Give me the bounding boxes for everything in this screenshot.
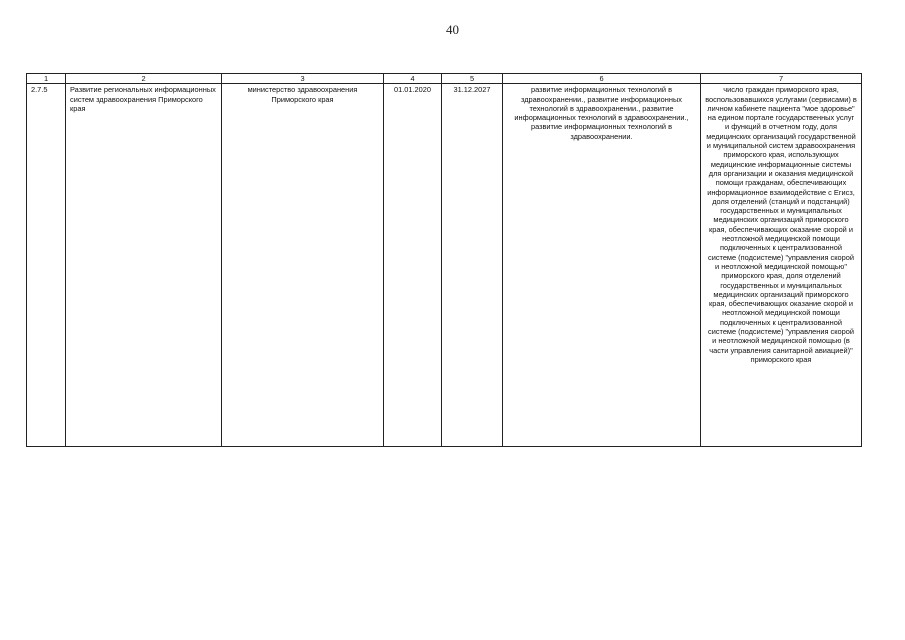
column-header-2: 2 <box>66 74 222 84</box>
column-header-1: 1 <box>27 74 66 84</box>
column-header-4: 4 <box>384 74 442 84</box>
row-number: 2.7.5 <box>27 84 66 447</box>
target-indicator: число граждан приморского края, воспользовавшихся услугами (сервисами) в личном кабинете пациента "мое здоровье" на едином портале государственных услуг и функций в отчетном году, доля медицинских организаций государственной и муниципальной систем здравоохранения приморского края, использующих медицинские информационные системы для организации и оказания медицинской помощи гражданам, обеспечивающих информационное взаимодействие с Егисз, доля отделений (станций и подстанций) государственных и муниципальных медицинских организаций приморского края, обеспечивающих оказание скорой и неотложной медицинской помощи подключенных к централизованной системе (подсистеме) "управления скорой и неотложной медицинской помощью" приморского края, доля отделений государственных и муниципальных медицинских организаций приморского края, обеспечивающих оказание скорой и неотложной медицинской помощи подключенных к централизованной системе (подсистеме) "управления скорой и неотложной медицинской помощью (в части управления санитарной авиацией)" приморского края <box>701 84 862 447</box>
column-header-6: 6 <box>503 74 701 84</box>
column-header-5: 5 <box>442 74 503 84</box>
column-header-3: 3 <box>222 74 384 84</box>
responsible-executor: министерство здравоохранения Приморского края <box>222 84 384 447</box>
table-header-row <box>27 74 862 84</box>
page-number: 40 <box>446 22 459 37</box>
end-date: 31.12.2027 <box>442 84 503 447</box>
measure-name: Развитие региональных информационных систем здравоохранения Приморского края <box>66 84 222 447</box>
column-header-7: 7 <box>701 74 862 84</box>
measures-table <box>26 73 862 447</box>
start-date: 01.01.2020 <box>384 84 442 447</box>
expected-result: развитие информационных технологий в здравоохранении., развитие информационных технологий в здравоохранении., развитие информационных технологий в здравоохранении., развитие информационных технологий в здравоохранении. <box>503 84 701 447</box>
table-row <box>27 84 862 447</box>
